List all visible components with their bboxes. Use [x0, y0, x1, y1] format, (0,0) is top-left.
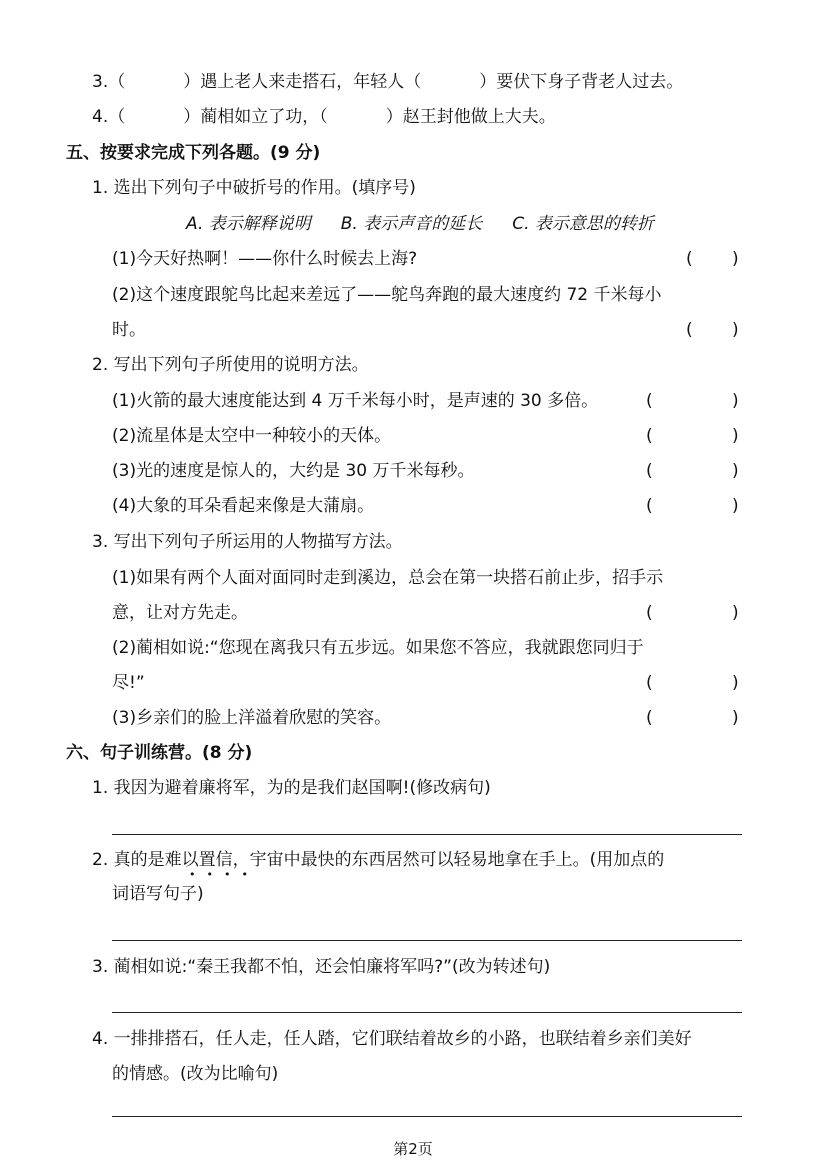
sentence-5-1-2: (2)这个速度跟鸵鸟比起来差远了——鸵鸟奔跑的最大速度约 72 千米每小	[112, 285, 662, 305]
answer-paren-close: )	[732, 603, 739, 623]
question-6-1: 1. 我因为避着廉将军，为的是我们赵国啊!(修改病句)	[92, 778, 491, 798]
question-6-3: 3. 蔺相如说:“秦王我都不怕，还会怕廉将军吗?”(改为转述句)	[92, 957, 551, 977]
answer-line[interactable]	[112, 1012, 742, 1013]
sentence-5-1-2-cont: 时。	[112, 320, 146, 340]
sentence-5-2-4: (4)大象的耳朵看起来像是大蒲扇。	[112, 496, 375, 516]
emphasis-dots: ••••	[189, 868, 259, 881]
question-6-2-cont: 词语写句子)	[112, 884, 204, 904]
answer-paren-open: (	[686, 320, 693, 340]
question-5-1-stem: 1. 选出下列句子中破折号的作用。(填序号)	[92, 178, 416, 198]
dash-options	[186, 212, 684, 236]
answer-paren-close: )	[732, 320, 739, 340]
answer-paren-open: (	[646, 461, 653, 481]
answer-paren-open: (	[646, 496, 653, 516]
sentence-5-3-2: (2)蔺相如说:“您现在离我只有五步远。如果您不答应，我就跟您同归于	[112, 638, 644, 658]
sentence-5-3-3: (3)乡亲们的脸上洋溢着欣慰的笑容。	[112, 708, 392, 728]
option-a: A. 表示解释说明	[186, 214, 311, 234]
answer-paren-close: )	[732, 708, 739, 728]
answer-paren-close: )	[732, 249, 739, 269]
answer-line[interactable]	[112, 834, 742, 835]
answer-paren-open: (	[646, 708, 653, 728]
option-b: B. 表示声音的延长	[340, 214, 483, 234]
answer-paren-close: )	[732, 391, 739, 411]
question-6-4-cont: 的情感。(改为比喻句)	[112, 1064, 279, 1084]
sentence-5-1-1: (1)今天好热啊！——你什么时候去上海?	[112, 249, 418, 269]
sentence-5-2-2: (2)流星体是太空中一种较小的天体。	[112, 426, 392, 446]
sentence-5-3-1-cont: 意，让对方先走。	[112, 603, 248, 623]
sentence-5-3-2-cont: 尽!”	[112, 673, 145, 693]
fill-item-4: 4.（ ）蔺相如立了功，（ ）赵王封他做上大夫。	[92, 107, 556, 127]
answer-paren-open: (	[646, 673, 653, 693]
section-5-title: 五、按要求完成下列各题。(9 分)	[66, 143, 321, 163]
answer-line[interactable]	[112, 940, 742, 941]
answer-line[interactable]	[112, 1116, 742, 1117]
option-c: C. 表示意思的转折	[512, 214, 654, 234]
question-5-3-stem: 3. 写出下列句子所运用的人物描写方法。	[92, 532, 403, 552]
answer-paren-close: )	[732, 426, 739, 446]
question-6-2: 2. 真的是难以置信，宇宙中最快的东西居然可以轻易地拿在手上。(用加点的	[92, 850, 665, 870]
answer-paren-open: (	[686, 249, 693, 269]
fill-item-3: 3.（ ）遇上老人来走搭石，年轻人（ ）要伏下身子背老人过去。	[92, 72, 684, 92]
section-6-title: 六、句子训练营。(8 分)	[66, 743, 253, 763]
question-5-2-stem: 2. 写出下列句子所使用的说明方法。	[92, 355, 369, 375]
question-6-4: 4. 一排排搭石，任人走，任人踏，它们联结着故乡的小路，也联结着乡亲们美好	[92, 1029, 692, 1049]
answer-paren-open: (	[646, 391, 653, 411]
answer-paren-open: (	[646, 603, 653, 623]
answer-paren-close: )	[732, 673, 739, 693]
sentence-5-3-1: (1)如果有两个人面对面同时走到溪边，总会在第一块搭石前止步，招手示	[112, 568, 664, 588]
sentence-5-2-1: (1)火箭的最大速度能达到 4 万千米每小时，是声速的 30 多倍。	[112, 391, 599, 411]
page-number: 第2页	[393, 1140, 433, 1158]
answer-paren-close: )	[732, 461, 739, 481]
sentence-5-2-3: (3)光的速度是惊人的，大约是 30 万千米每秒。	[112, 461, 475, 481]
answer-paren-close: )	[732, 496, 739, 516]
answer-paren-open: (	[646, 426, 653, 446]
